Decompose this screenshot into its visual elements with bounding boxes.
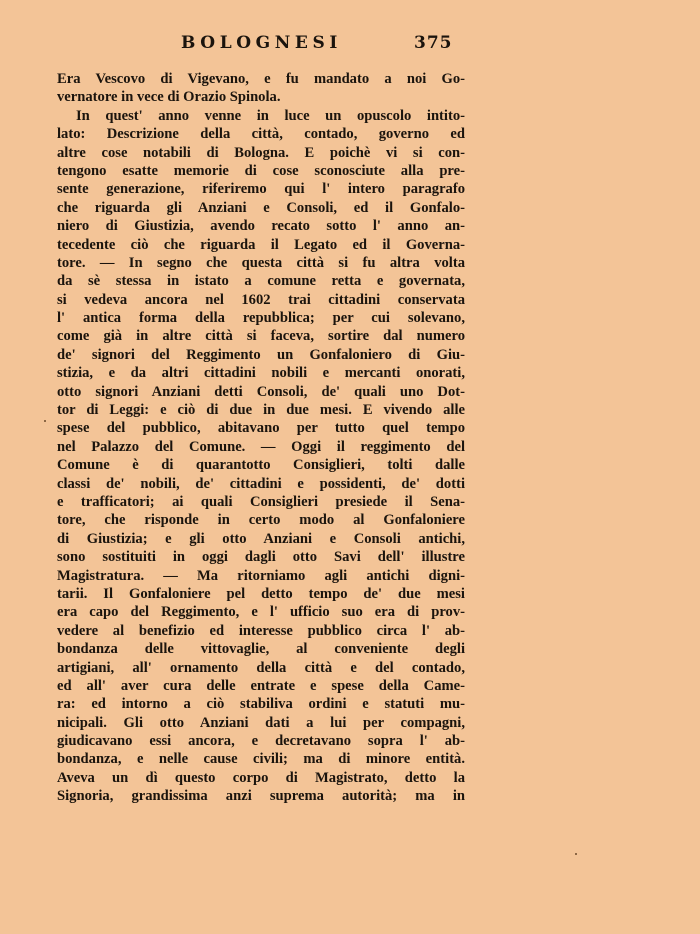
text-line: Comune è di quarantotto Consiglieri, tolti dalle [57, 457, 465, 474]
text-line: era capo del Reggimento, e l' ufficio suo era di prov- [57, 604, 465, 621]
text-line: sono sostituiti in oggi dagli otto Savi dell' illustre [57, 549, 465, 566]
text-line: tarii. Il Gonfaloniere pel detto tempo de' due mesi [57, 585, 465, 602]
text-line: tor di Leggi: e ciò di due in due mesi. E vivendo alle [57, 402, 465, 419]
text-line: di Giustizia; e gli otto Anziani e Consoli antichi, [57, 530, 465, 547]
body-text [57, 70, 465, 806]
text-line: da sè stessa in istato a comune retta e governata, [57, 273, 465, 290]
text-line: bondanza, e nelle cause civili; ma di minore entità. [57, 751, 465, 768]
text-line: si vedeva ancora nel 1602 trai cittadini conservata [57, 291, 465, 308]
page-number: 375 [414, 33, 453, 53]
text-line: come già in altre città si faceva, sortire dal numero [57, 328, 465, 345]
text-line: bondanza delle vittovaglie, al conveniente degli [57, 641, 465, 658]
text-line: nel Palazzo del Comune. — Oggi il reggimento del [57, 438, 465, 455]
text-line: stizia, e da altri cittadini nobili e mercanti onorati, [57, 365, 465, 382]
text-line: tore, che risponde in certo modo al Gonfaloniere [57, 512, 465, 529]
text-line: otto signori Anziani detti Consoli, de' quali uno Dot- [57, 383, 465, 400]
text-line: ra: ed intorno a ciò stabiliva ordini e statuti mu- [57, 696, 465, 713]
paper-speck [44, 420, 46, 422]
paper-speck [575, 853, 577, 855]
text-line: artigiani, all' ornamento della città e del contado, [57, 659, 465, 676]
text-line: lato: Descrizione della città, contado, governo ed [57, 126, 465, 143]
text-line: Aveva un dì questo corpo di Magistrato, detto la [57, 769, 465, 786]
running-title: BOLOGNESI [181, 33, 342, 53]
text-line: Era Vescovo di Vigevano, e fu mandato a noi Go- [57, 71, 465, 87]
text-line: ed all' aver cura delle entrate e spese della Came- [57, 677, 465, 694]
text-line: Signoria, grandissima anzi suprema autorità; ma in [57, 788, 465, 805]
text-line: Magistratura. — Ma ritorniamo agli antichi digni- [57, 567, 465, 584]
text-line: classi de' nobili, de' cittadini e possidenti, de' dotti [57, 475, 465, 492]
text-line: e trafficatori; ai quali Consiglieri presiede il Sena- [57, 493, 465, 510]
text-line: In quest' anno venne in luce un opuscolo intito- [76, 107, 465, 124]
text-line: altre cose notabili di Bologna. E poichè vi si con- [57, 144, 465, 161]
text-line: tengono esatte memorie di cose sconosciute alla pre- [57, 162, 465, 179]
text-line: de' signori del Reggimento un Gonfaloniero di Giu- [57, 346, 465, 363]
text-line: vedere al benefizio ed interesse pubblico circa l' ab- [57, 622, 465, 639]
text-line: sente generazione, riferiremo qui l' intero paragrafo [57, 181, 465, 198]
text-line: vernatore in vece di Orazio Spinola. [57, 89, 281, 106]
text-line: tecedente ciò che riguarda il Legato ed il Governa- [57, 236, 465, 253]
text-line: nicipali. Gli otto Anziani dati a lui per compagni, [57, 714, 465, 731]
running-header [0, 33, 700, 55]
text-line: niero di Giustizia, avendo recato sotto l' anno an- [57, 218, 465, 235]
text-line: l' antica forma della repubblica; per cui solevano, [57, 310, 465, 327]
text-line: che riguarda gli Anziani e Consoli, ed il Gonfalo- [57, 199, 465, 216]
text-line: tore. — In segno che questa città si fu altra volta [57, 254, 465, 271]
text-line: giudicavano essi ancora, e decretavano sopra l' ab- [57, 733, 465, 750]
text-line: spese del pubblico, abitavano per tutto quel tempo [57, 420, 465, 437]
